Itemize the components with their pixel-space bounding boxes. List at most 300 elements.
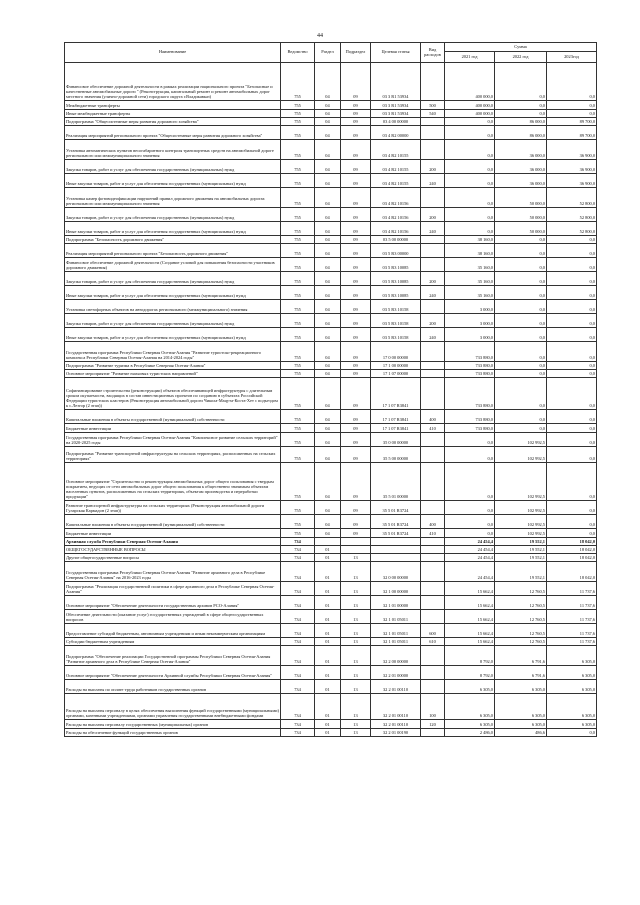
row-vr (421, 562, 445, 582)
row-podrazdel: 09 (341, 140, 371, 160)
row-vr (421, 546, 445, 554)
row-2023: 36 900,0 (547, 160, 597, 174)
row-vedomstvo: 734 (281, 546, 315, 554)
row-razdel: 01 (315, 729, 341, 737)
table-body (65, 63, 597, 737)
row-2021: 24 454,4 (445, 562, 495, 582)
row-name: Бюджетные инвестиции (65, 424, 281, 433)
row-vedomstvo: 734 (281, 610, 315, 624)
row-2021: 15 662,4 (445, 596, 495, 610)
row-2021: 3 000,0 (445, 328, 495, 342)
table-row (65, 720, 597, 729)
row-vr (421, 362, 445, 370)
row-2022: 6 305,0 (495, 694, 547, 720)
row-vr (421, 447, 445, 463)
row-csr: 17 1 00 00000 (371, 362, 421, 370)
row-vedomstvo: 755 (281, 258, 315, 272)
row-2022: 36 000,0 (495, 160, 547, 174)
header-2023: 2023год (547, 52, 597, 63)
row-vr (421, 538, 445, 546)
row-2021: 8 792,0 (445, 666, 495, 680)
row-2022: 0,0 (495, 286, 547, 300)
row-csr: 32 2 01 00190 (371, 729, 421, 737)
row-name: Подпрограмма "Реализация государственной политики в сфере архивного дела в Республике Северная Осетия-Алания" (65, 582, 281, 596)
row-vr: 240 (421, 174, 445, 188)
row-razdel: 01 (315, 624, 341, 638)
row-podrazdel: 09 (341, 342, 371, 362)
row-razdel: 04 (315, 501, 341, 515)
row-name: Закупка товаров, работ и услуг для обеспечения государственных (муниципальных) нужд (65, 160, 281, 174)
row-2022: 102 992,5 (495, 501, 547, 515)
row-vedomstvo: 755 (281, 208, 315, 222)
header-vedomstvo: Ведомство (281, 43, 315, 63)
table-row (65, 582, 597, 596)
row-vedomstvo: 755 (281, 424, 315, 433)
table-row (65, 101, 597, 110)
table-row (65, 258, 597, 272)
table-row (65, 666, 597, 680)
row-2022: 6 305,0 (495, 680, 547, 694)
row-2021: 400 000,0 (445, 101, 495, 110)
row-2022: 0,0 (495, 101, 547, 110)
row-vr: 200 (421, 160, 445, 174)
row-2021: 2 486,0 (445, 729, 495, 737)
row-2023: 52 800,0 (547, 188, 597, 208)
row-vedomstvo: 755 (281, 160, 315, 174)
row-2022: 0,0 (495, 362, 547, 370)
row-razdel: 04 (315, 208, 341, 222)
row-vedomstvo: 755 (281, 188, 315, 208)
row-podrazdel: 13 (341, 554, 371, 562)
row-name: Закупка товаров, работ и услуг для обеспечения государственных (муниципальных) нужд (65, 314, 281, 328)
row-podrazdel: 09 (341, 118, 371, 126)
row-vr: 410 (421, 424, 445, 433)
row-csr: 03 5 R3 10085 (371, 272, 421, 286)
row-name: Основное мероприятие "Строительство и реконструкция автомобильных дорог общего пользования с твердым покрытием, ведущих от сети автомобильных дорог общего пользования к общественно значимым объектам населенных пунктов, расположенных на сельских территориях, объектам производства и переработки продукции" (65, 463, 281, 501)
row-name: Иные закупки товаров, работ и услуг для обеспечения государственных (муниципальных) нужд (65, 174, 281, 188)
row-2022: 0,0 (495, 342, 547, 362)
row-2023: 0,0 (547, 328, 597, 342)
row-2021: 38 160,0 (445, 236, 495, 244)
row-vr (421, 370, 445, 378)
table-row (65, 118, 597, 126)
row-vedomstvo: 755 (281, 314, 315, 328)
row-podrazdel: 13 (341, 666, 371, 680)
row-name: Финансовое обеспечение дорожной деятельности в рамках реализации национального проекта "Безопасные и качественные автомобильные дороги " (Реконструкция, капитальный ремонт и ремонт автомобильных дорог местного значения (улично-дорожной сети) городского округа г.Владикавказ) (65, 63, 281, 101)
row-2021: 0,0 (445, 126, 495, 140)
row-razdel: 04 (315, 63, 341, 101)
row-2023: 0,0 (547, 244, 597, 258)
row-2021: 733 880,0 (445, 370, 495, 378)
row-vedomstvo: 755 (281, 370, 315, 378)
row-podrazdel: 13 (341, 638, 371, 646)
row-name: Реализация мероприятий регионального проекта "Общесистемные меры развития дорожного хозяйства" (65, 126, 281, 140)
row-csr: 32 2 01 00110 (371, 694, 421, 720)
row-podrazdel: 13 (341, 562, 371, 582)
row-2023: 0,0 (547, 501, 597, 515)
row-2023: 0,0 (547, 63, 597, 101)
row-2021: 3 000,0 (445, 300, 495, 314)
row-2022: 0,0 (495, 300, 547, 314)
row-2022: 19 552,1 (495, 554, 547, 562)
row-razdel: 01 (315, 720, 341, 729)
row-podrazdel: 09 (341, 222, 371, 236)
row-2023: 0,0 (547, 314, 597, 328)
row-razdel: 01 (315, 666, 341, 680)
row-2023: 52 800,0 (547, 222, 597, 236)
row-vr (421, 729, 445, 737)
row-2021: 733 880,0 (445, 362, 495, 370)
row-2021: 0,0 (445, 160, 495, 174)
row-name: Подпрограмма "Безопасность дорожного движения" (65, 236, 281, 244)
row-vr (421, 501, 445, 515)
row-2022: 486,6 (495, 729, 547, 737)
row-razdel: 01 (315, 610, 341, 624)
row-razdel: 04 (315, 378, 341, 410)
row-vedomstvo: 734 (281, 646, 315, 666)
table-row (65, 126, 597, 140)
row-csr: 32 0 00 00000 (371, 562, 421, 582)
row-vr: 500 (421, 101, 445, 110)
row-2021: 15 662,4 (445, 610, 495, 624)
row-2023: 0,0 (547, 370, 597, 378)
header-name: Наименование (65, 43, 281, 63)
row-name: Подпрограмма "Общесистемные меры развития дорожного хозяйства" (65, 118, 281, 126)
table-row (65, 562, 597, 582)
row-2022: 86 000,0 (495, 118, 547, 126)
row-2023: 89 700,0 (547, 118, 597, 126)
row-podrazdel: 09 (341, 110, 371, 118)
row-2023: 18 042,0 (547, 546, 597, 554)
row-2022: 102 992,5 (495, 433, 547, 447)
row-2021: 6 305,0 (445, 720, 495, 729)
row-podrazdel: 09 (341, 286, 371, 300)
row-podrazdel: 09 (341, 424, 371, 433)
row-2021: 35 160,0 (445, 272, 495, 286)
row-name: Основное мероприятие "Обеспечение деятельности Архивной службы Республики Северная Осетия-Алания" (65, 666, 281, 680)
row-name: Основное мероприятие "Обеспечение деятельности государственных архивов РСО-Алания" (65, 596, 281, 610)
row-csr: 35 5 01 R3724 (371, 501, 421, 515)
row-2022: 6 791,6 (495, 646, 547, 666)
row-csr: 35 5 00 00000 (371, 447, 421, 463)
row-podrazdel: 13 (341, 610, 371, 624)
table-row (65, 174, 597, 188)
table-row (65, 410, 597, 424)
row-podrazdel: 09 (341, 529, 371, 538)
row-name: Подпрограмма "Обеспечение реализации Государственной программы Республики Северная Осетия-Алания "Развитие архивного дела в Республике Северная Осетия-Алания" (65, 646, 281, 666)
row-name: ОБЩЕГОСУДАРСТВЕННЫЕ ВОПРОСЫ (65, 546, 281, 554)
row-2022: 36 000,0 (495, 140, 547, 160)
row-2021: 0,0 (445, 118, 495, 126)
row-name: Обеспечение деятельности (оказание услуг) государственных учреждений в сфере общегосударственных вопросов (65, 610, 281, 624)
row-2021: 6 305,0 (445, 680, 495, 694)
row-2021: 15 662,4 (445, 638, 495, 646)
row-podrazdel: 13 (341, 720, 371, 729)
row-razdel: 04 (315, 286, 341, 300)
row-vedomstvo: 734 (281, 694, 315, 720)
header-razdel: Раздел (315, 43, 341, 63)
row-razdel: 01 (315, 562, 341, 582)
row-2023: 11 737,6 (547, 624, 597, 638)
row-vr: 600 (421, 624, 445, 638)
row-2022: 102 992,5 (495, 447, 547, 463)
row-csr: 03 3 R1 53934 (371, 101, 421, 110)
table-row (65, 515, 597, 529)
table-row (65, 188, 597, 208)
row-2023: 36 900,0 (547, 174, 597, 188)
row-podrazdel: 09 (341, 410, 371, 424)
row-2022: 0,0 (495, 63, 547, 101)
row-vedomstvo: 755 (281, 286, 315, 300)
row-2023: 0,0 (547, 236, 597, 244)
row-2023: 18 042,0 (547, 538, 597, 546)
row-vr (421, 610, 445, 624)
row-vedomstvo: 755 (281, 515, 315, 529)
table-row (65, 110, 597, 118)
row-vedomstvo: 734 (281, 638, 315, 646)
row-vedomstvo: 734 (281, 666, 315, 680)
row-name: Подпрограмма "Развитие туризма в Республике Северная Осетия-Алания" (65, 362, 281, 370)
row-csr: 03 3 R1 53934 (371, 63, 421, 101)
row-vr (421, 554, 445, 562)
table-row (65, 433, 597, 447)
row-csr: 03 3 R1 53934 (371, 110, 421, 118)
row-vr: 240 (421, 222, 445, 236)
row-csr: 17 1 07 R3841 (371, 410, 421, 424)
table-row (65, 546, 597, 554)
row-csr: 32 1 01 05011 (371, 638, 421, 646)
table-row (65, 610, 597, 624)
row-csr: 35 5 01 R3724 (371, 515, 421, 529)
header-csr: Целевая статья (371, 43, 421, 63)
row-razdel: 04 (315, 314, 341, 328)
row-2021: 8 792,0 (445, 646, 495, 666)
row-2021: 0,0 (445, 140, 495, 160)
table-row (65, 424, 597, 433)
row-name: Капитальные вложения в объекты государственной (муниципальной) собственности (65, 410, 281, 424)
header-2022: 2022 год (495, 52, 547, 63)
row-podrazdel: 13 (341, 694, 371, 720)
row-2021: 0,0 (445, 433, 495, 447)
row-razdel (315, 538, 341, 546)
row-vedomstvo: 734 (281, 624, 315, 638)
row-razdel: 04 (315, 160, 341, 174)
table-row (65, 646, 597, 666)
row-2023: 11 737,6 (547, 638, 597, 646)
row-vedomstvo: 755 (281, 101, 315, 110)
row-name: Иные межбюджетные трансферты (65, 110, 281, 118)
row-2023: 0,0 (547, 272, 597, 286)
row-vedomstvo: 734 (281, 538, 315, 546)
row-2023: 18 042,0 (547, 562, 597, 582)
row-2021: 24 454,4 (445, 554, 495, 562)
row-vedomstvo: 755 (281, 63, 315, 101)
row-vedomstvo: 755 (281, 118, 315, 126)
row-name: Подпрограмма "Развитие транспортной инфраструктуры на сельских территориях, расположенных на сельских территориях" (65, 447, 281, 463)
row-2023: 11 737,6 (547, 582, 597, 596)
row-vedomstvo: 755 (281, 244, 315, 258)
row-csr: 03 5 R3 10158 (371, 328, 421, 342)
row-2022: 102 992,5 (495, 515, 547, 529)
row-csr: 32 1 01 05011 (371, 624, 421, 638)
row-2023: 52 800,0 (547, 208, 597, 222)
header-vr: Вид расходов (421, 43, 445, 63)
row-name: Иные закупки товаров, работ и услуг для обеспечения государственных (муниципальных) нужд (65, 222, 281, 236)
row-2022: 0,0 (495, 410, 547, 424)
row-csr: 32 2 01 00000 (371, 666, 421, 680)
row-razdel: 04 (315, 515, 341, 529)
row-2023: 6 305,0 (547, 680, 597, 694)
header-podrazdel: Подраздел (341, 43, 371, 63)
table-row (65, 729, 597, 737)
table-row (65, 272, 597, 286)
table-row (65, 140, 597, 160)
row-vedomstvo: 755 (281, 463, 315, 501)
table-row (65, 160, 597, 174)
table-row (65, 529, 597, 538)
row-name: Расходы на выплаты по оплате труда работников государственных органов (65, 680, 281, 694)
row-razdel: 04 (315, 447, 341, 463)
row-vr (421, 140, 445, 160)
row-name: Реализация мероприятий регионального проекта "Безопасность дорожного движения" (65, 244, 281, 258)
row-2021: 400 000,0 (445, 63, 495, 101)
row-vr (421, 596, 445, 610)
row-podrazdel: 09 (341, 378, 371, 410)
row-razdel: 04 (315, 300, 341, 314)
row-razdel: 04 (315, 342, 341, 362)
row-podrazdel (341, 546, 371, 554)
row-vr (421, 463, 445, 501)
row-podrazdel: 09 (341, 362, 371, 370)
row-2021: 0,0 (445, 222, 495, 236)
row-podrazdel: 09 (341, 501, 371, 515)
row-podrazdel: 13 (341, 582, 371, 596)
row-csr: 03 4 R2 10156 (371, 222, 421, 236)
row-name: Межбюджетные трансферты (65, 101, 281, 110)
row-podrazdel (341, 538, 371, 546)
row-razdel: 01 (315, 646, 341, 666)
row-podrazdel: 09 (341, 244, 371, 258)
row-razdel: 04 (315, 110, 341, 118)
row-2022: 12 760,5 (495, 582, 547, 596)
row-csr: 03 4 R2 10155 (371, 174, 421, 188)
table-row (65, 342, 597, 362)
row-csr: 17 1 07 R3841 (371, 378, 421, 410)
row-csr: 03 5 00 00000 (371, 236, 421, 244)
row-2023: 0,0 (547, 101, 597, 110)
row-razdel: 04 (315, 328, 341, 342)
row-vedomstvo: 755 (281, 328, 315, 342)
row-2023: 6 305,0 (547, 666, 597, 680)
row-razdel: 04 (315, 272, 341, 286)
row-2023: 0,0 (547, 729, 597, 737)
row-2021: 733 880,0 (445, 378, 495, 410)
row-vedomstvo: 755 (281, 447, 315, 463)
row-vedomstvo: 755 (281, 300, 315, 314)
row-csr (371, 546, 421, 554)
table-row (65, 694, 597, 720)
row-name: Расходы на выплаты персоналу государственных (муниципальных) органов (65, 720, 281, 729)
table-row (65, 463, 597, 501)
row-razdel: 04 (315, 362, 341, 370)
table-row (65, 596, 597, 610)
row-vr: 100 (421, 694, 445, 720)
row-2021: 733 880,0 (445, 410, 495, 424)
row-vr: 410 (421, 529, 445, 538)
row-razdel: 04 (315, 140, 341, 160)
row-vedomstvo: 755 (281, 140, 315, 160)
page-number: 44 (317, 33, 323, 39)
row-2022: 0,0 (495, 258, 547, 272)
row-csr: 03 5 R3 00000 (371, 244, 421, 258)
row-vr: 400 (421, 410, 445, 424)
row-csr: 17 0 00 00000 (371, 342, 421, 362)
row-2021: 15 662,4 (445, 624, 495, 638)
row-vedomstvo: 734 (281, 596, 315, 610)
row-2022: 0,0 (495, 110, 547, 118)
row-name: Финансовое обеспечение дорожной деятельности (Создание условий для повышения безопасности участников дорожного движения) (65, 258, 281, 272)
row-csr: 03 5 R3 10158 (371, 300, 421, 314)
row-2023: 11 737,6 (547, 610, 597, 624)
row-2023: 36 900,0 (547, 140, 597, 160)
row-podrazdel: 09 (341, 160, 371, 174)
table-row (65, 244, 597, 258)
row-2023: 0,0 (547, 463, 597, 501)
row-podrazdel: 09 (341, 463, 371, 501)
row-2021: 0,0 (445, 529, 495, 538)
row-name: Предоставление субсидий бюджетным, автономным учреждениям и иным некоммерческим организациям (65, 624, 281, 638)
row-2023: 11 737,6 (547, 596, 597, 610)
table-row (65, 208, 597, 222)
row-name: Субсидии бюджетным учреждениям (65, 638, 281, 646)
row-2022: 12 760,5 (495, 610, 547, 624)
row-2022: 0,0 (495, 370, 547, 378)
table-row (65, 236, 597, 244)
row-podrazdel: 09 (341, 63, 371, 101)
row-podrazdel: 09 (341, 236, 371, 244)
row-2022: 0,0 (495, 314, 547, 328)
row-2021: 0,0 (445, 208, 495, 222)
row-vr (421, 646, 445, 666)
row-csr: 32 1 00 00000 (371, 582, 421, 596)
row-name: Капитальные вложения в объекты государственной (муниципальной) собственности (65, 515, 281, 529)
row-2022: 102 992,5 (495, 529, 547, 538)
row-2023: 0,0 (547, 342, 597, 362)
row-podrazdel: 09 (341, 188, 371, 208)
row-csr: 03 4 R2 10156 (371, 208, 421, 222)
table-row (65, 638, 597, 646)
row-2022: 19 552,1 (495, 562, 547, 582)
row-razdel: 04 (315, 370, 341, 378)
row-razdel: 04 (315, 433, 341, 447)
row-2021: 733 880,0 (445, 424, 495, 433)
row-vr (421, 126, 445, 140)
row-vr (421, 342, 445, 362)
row-name: Установка светофорных объектов на автодорогах регионального (межмуниципального) значения (65, 300, 281, 314)
row-2022: 50 000,0 (495, 188, 547, 208)
table-row (65, 501, 597, 515)
row-razdel: 01 (315, 582, 341, 596)
row-2021: 0,0 (445, 174, 495, 188)
row-vedomstvo: 755 (281, 126, 315, 140)
table-row (65, 63, 597, 101)
row-2023: 0,0 (547, 447, 597, 463)
row-razdel: 04 (315, 222, 341, 236)
row-2022: 12 760,5 (495, 596, 547, 610)
row-vr (421, 378, 445, 410)
row-name: Расходы на обеспечение функций государственных органов (65, 729, 281, 737)
row-name: Развитие транспортной инфраструктуры на сельских территориях (Реконструкция автомобильной дороги Гуларская Кармадон (2 этап)) (65, 501, 281, 515)
